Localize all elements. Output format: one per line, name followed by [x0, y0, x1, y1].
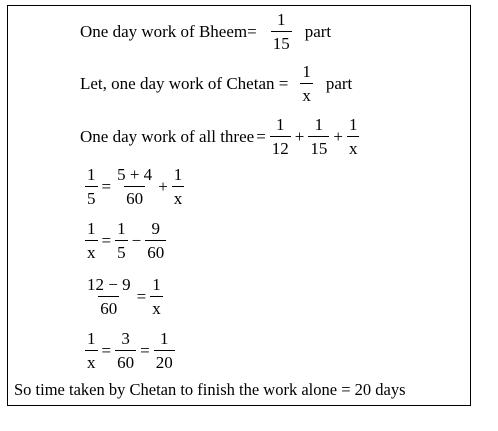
eq3-left: $\frac{12 - 9}{60}$: [87, 275, 131, 318]
bheem-work-fraction: $\frac{1}{15}$: [272, 10, 290, 53]
bheem-work-text: One day work of Bheem=: [80, 21, 257, 41]
equation-2: $\frac{1}{x}$ = $\frac{1}{5}$ − $\frac{9}{60}$: [87, 219, 165, 262]
bheem-work-line: [80, 11, 331, 52]
chetan-work-line: [80, 63, 352, 104]
conclusion-text: So time taken by Chetan to finish the work alone = 20 days: [14, 380, 406, 399]
eq2-left: $\frac{1}{x}$: [87, 219, 96, 262]
fraction-1-12: $\frac{1}{12}$: [271, 115, 289, 158]
equation-1: $\frac{1}{5}$ = $\frac{5 + 4}{60}$ + $\frac{1}{x}$: [87, 165, 183, 208]
eq4-right-1: $\frac{3}{60}$: [117, 329, 135, 372]
equation-4: $\frac{1}{x}$ = $\frac{3}{60}$ = $\frac{1}{20}$: [87, 329, 173, 372]
eq4-right-2: $\frac{1}{20}$: [155, 329, 173, 372]
eq1-left: $\frac{1}{5}$: [87, 165, 96, 208]
bheem-part-label: part: [304, 21, 332, 41]
chetan-work-text: Let, one day work of Chetan =: [80, 73, 289, 93]
chetan-work-fraction: $\frac{1}{x}$: [302, 62, 311, 105]
eq2-right-1: $\frac{1}{5}$: [117, 219, 126, 262]
eq1-right-2: $\frac{1}{x}$: [173, 165, 183, 208]
all-three-text: One day work of all three: [80, 126, 255, 146]
eq3-right: $\frac{1}{x}$: [152, 275, 161, 318]
equation-3: $\frac{12 - 9}{60}$ = $\frac{1}{x}$: [87, 275, 161, 318]
eq2-right-2: $\frac{9}{60}$: [147, 219, 165, 262]
fraction-1-15: $\frac{1}{15}$: [310, 115, 328, 158]
chetan-part-label: part: [325, 73, 353, 93]
all-three-work-line: One day work of all three = $\frac{1}{12}$ + $\frac{1}{15}$ + $\frac{1}{x}$: [80, 115, 358, 158]
eq1-right-1: $\frac{5 + 4}{60}$: [117, 165, 153, 208]
eq4-left: $\frac{1}{x}$: [87, 329, 96, 372]
fraction-1-x: $\frac{1}{x}$: [348, 115, 358, 158]
